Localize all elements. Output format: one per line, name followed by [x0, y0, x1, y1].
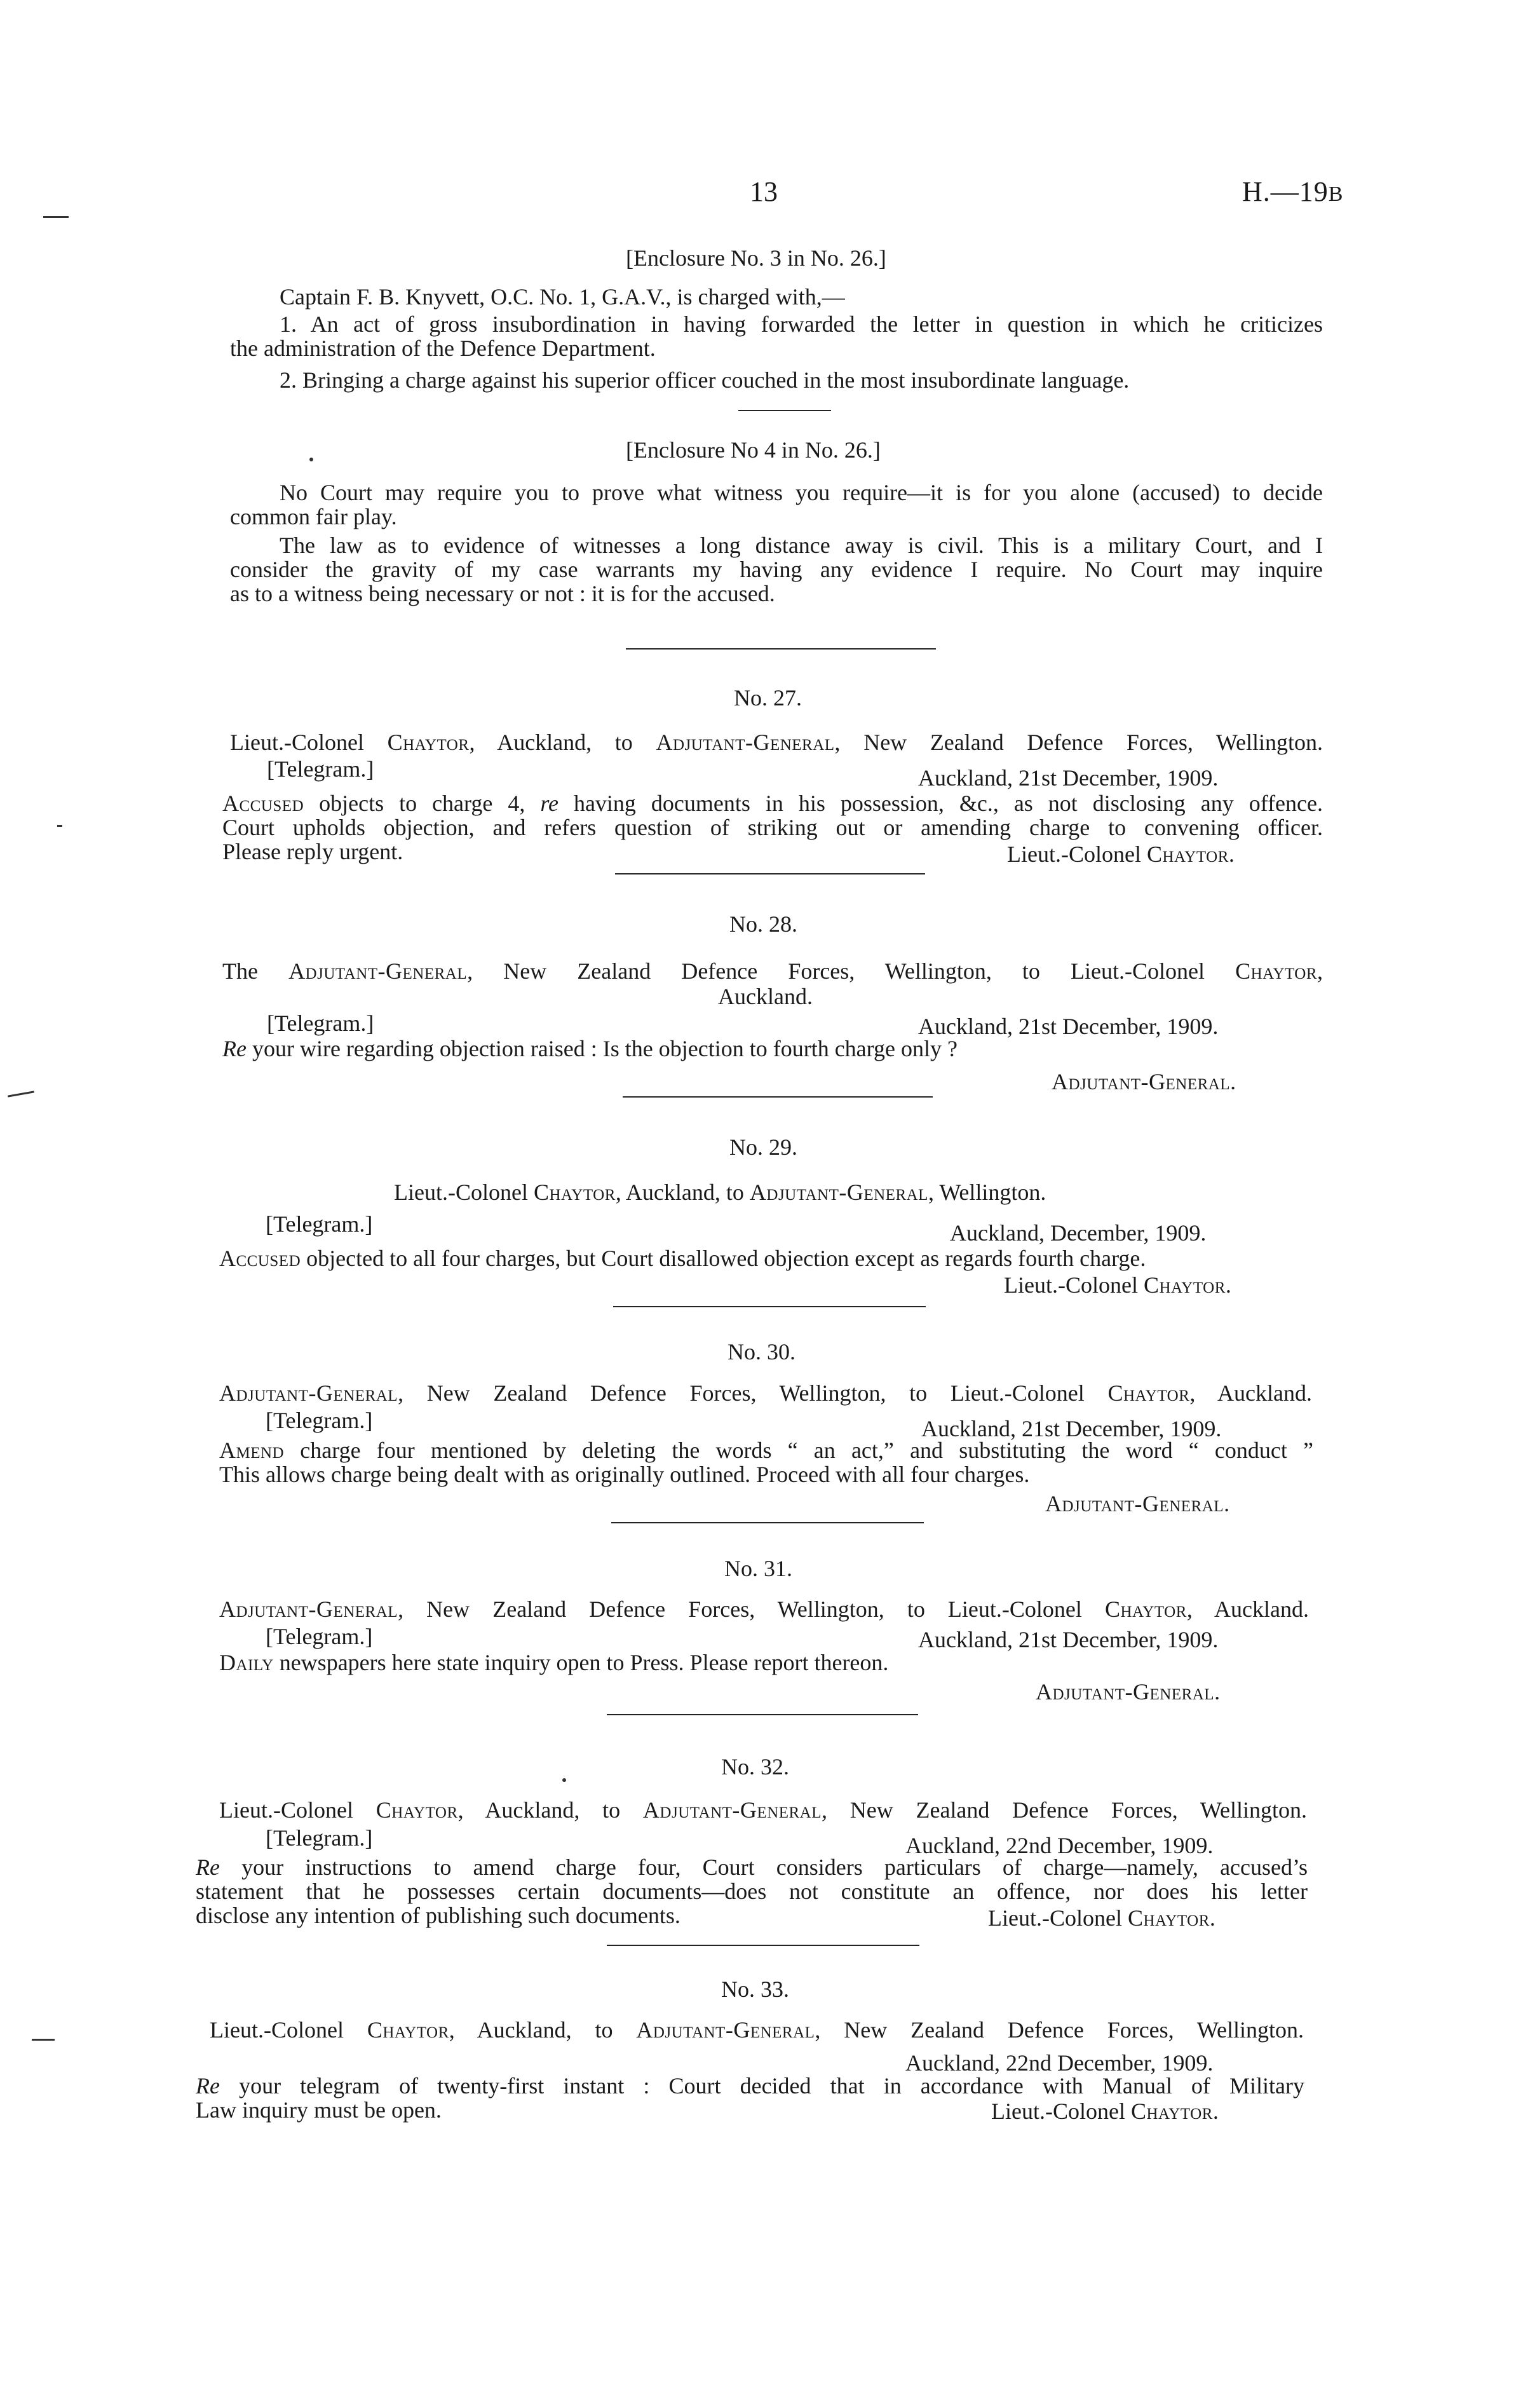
- margin-mark: [57, 825, 62, 827]
- enclosure-4-title: [Enclosure No 4 in No. 26.]: [626, 437, 881, 463]
- doc-ref-suffix: B: [1328, 182, 1343, 206]
- telegram-31-dateline: Auckland, 21st December, 1909.: [918, 1627, 1219, 1652]
- page-number: 13: [750, 176, 778, 207]
- telegram-31-label: [Telegram.]: [266, 1624, 373, 1649]
- doc-ref-main: H.—19: [1242, 176, 1329, 207]
- section-divider: [623, 1096, 933, 1098]
- enclosure-3-item-2: 2. Bringing a charge against his superior officer couched in the most insubordinate language.: [280, 367, 1130, 393]
- telegram-28-address-line2: Auckland.: [718, 984, 813, 1009]
- section-divider: [615, 873, 925, 874]
- enclosure-3-title: [Enclosure No. 3 in No. 26.]: [626, 245, 886, 271]
- enclosure-3-item-1-cont: the administration of the Defence Department.: [230, 336, 656, 361]
- telegram-30-number: No. 30.: [728, 1339, 795, 1364]
- telegram-32-signature: Lieut.-Colonel Chaytor.: [988, 1905, 1216, 1931]
- telegram-28-number: No. 28.: [729, 911, 797, 937]
- enclosure-4-p2-line3: as to a witness being necessary or not : it is for the accused.: [230, 581, 775, 606]
- telegram-27-label: [Telegram.]: [267, 756, 374, 782]
- telegram-30-signature: Adjutant-General.: [1045, 1491, 1230, 1516]
- telegram-32-label: [Telegram.]: [266, 1825, 373, 1851]
- telegram-29-dateline: Auckland, December, 1909.: [950, 1220, 1207, 1246]
- section-divider: [613, 1306, 926, 1307]
- telegram-32-number: No. 32.: [721, 1754, 789, 1779]
- section-divider: [611, 1522, 924, 1523]
- telegram-32-body-line2: statement that he possesses certain documents—does not constitute an offence, nor does his letter: [196, 1879, 1308, 1904]
- enclosure-4-p1-line2: common fair play.: [230, 504, 397, 529]
- telegram-32-address: Lieut.-Colonel Chaytor, Auckland, to Adjutant-General, New Zealand Defence Forces, Wellington.: [219, 1797, 1307, 1823]
- telegram-27-dateline: Auckland, 21st December, 1909.: [918, 765, 1219, 791]
- telegram-33-signature: Lieut.-Colonel Chaytor.: [991, 2098, 1219, 2124]
- telegram-27-body-line2: Court upholds objection, and refers question of striking out or amending charge to convening officer.: [222, 815, 1323, 840]
- telegram-29-signature: Lieut.-Colonel Chaytor.: [1004, 1272, 1232, 1298]
- telegram-31-body: Daily newspapers here state inquiry open to Press. Please report thereon.: [219, 1650, 889, 1675]
- telegram-27-signature: Lieut.-Colonel Chaytor.: [1007, 841, 1235, 867]
- telegram-33-number: No. 33.: [721, 1976, 789, 2002]
- section-divider: [626, 648, 936, 650]
- section-divider: [607, 1945, 919, 1946]
- speck: [309, 458, 313, 461]
- telegram-28-label: [Telegram.]: [267, 1010, 374, 1036]
- enclosure-3-intro: Captain F. B. Knyvett, O.C. No. 1, G.A.V., is charged with,—: [280, 284, 845, 310]
- telegram-33-body-line1: Re your telegram of twenty-first instant : Court decided that in accordance with Manual of Military: [196, 2073, 1304, 2098]
- telegram-30-body-line1: Amend charge four mentioned by deleting the words “ an act,” and substituting the word “ conduct ”: [219, 1438, 1313, 1463]
- margin-mark: [43, 216, 69, 218]
- telegram-32-body-line3: disclose any intention of publishing such documents.: [196, 1903, 680, 1928]
- telegram-30-address: Adjutant-General, New Zealand Defence Forces, Wellington, to Lieut.-Colonel Chaytor, Auckland.: [219, 1380, 1312, 1406]
- telegram-27-body-line3: Please reply urgent.: [222, 839, 403, 864]
- telegram-32-dateline: Auckland, 22nd December, 1909.: [905, 1833, 1214, 1858]
- enclosure-4-p2-line1: The law as to evidence of witnesses a long distance away is civil. This is a military Court, and I: [280, 533, 1323, 558]
- telegram-30-body-line2: This allows charge being dealt with as originally outlined. Proceed with all four charges.: [219, 1462, 1030, 1487]
- telegram-28-dateline: Auckland, 21st December, 1909.: [918, 1014, 1219, 1039]
- telegram-27-number: No. 27.: [734, 685, 802, 711]
- telegram-30-dateline: Auckland, 21st December, 1909.: [921, 1416, 1222, 1441]
- telegram-29-body: Accused objected to all four charges, but Court disallowed objection except as regards fourth charge.: [219, 1246, 1146, 1271]
- enclosure-3-item-1: 1. An act of gross insubordination in having forwarded the letter in question in which he criticizes: [280, 311, 1323, 337]
- enclosure-4-p1-line1: No Court may require you to prove what witness you require—it is for you alone (accused) to decide: [280, 480, 1323, 505]
- telegram-28-address-line1: The Adjutant-General, New Zealand Defence Forces, Wellington, to Lieut.-Colonel Chaytor,: [222, 958, 1323, 984]
- telegram-29-number: No. 29.: [729, 1134, 797, 1160]
- telegram-33-dateline: Auckland, 22nd December, 1909.: [905, 2050, 1214, 2076]
- telegram-29-label: [Telegram.]: [266, 1211, 373, 1237]
- telegram-31-address: Adjutant-General, New Zealand Defence Forces, Wellington, to Lieut.-Colonel Chaytor, Auckland.: [219, 1596, 1309, 1622]
- section-divider: [607, 1714, 918, 1715]
- telegram-30-label: [Telegram.]: [266, 1408, 373, 1433]
- margin-mark: [32, 2039, 55, 2041]
- telegram-33-address: Lieut.-Colonel Chaytor, Auckland, to Adjutant-General, New Zealand Defence Forces, Wellington.: [210, 2017, 1304, 2043]
- telegram-27-address: Lieut.-Colonel Chaytor, Auckland, to Adjutant-General, New Zealand Defence Forces, Wellington.: [230, 730, 1323, 755]
- telegram-28-signature: Adjutant-General.: [1052, 1069, 1236, 1094]
- telegram-29-address: Lieut.-Colonel Chaytor, Auckland, to Adjutant-General, Wellington.: [394, 1180, 1046, 1205]
- document-reference: [1242, 176, 1343, 207]
- speck: [562, 1778, 566, 1782]
- telegram-31-number: No. 31.: [724, 1556, 792, 1581]
- divider: [738, 410, 831, 411]
- margin-mark: [8, 1091, 34, 1097]
- telegram-28-body: Re your wire regarding objection raised : Is the objection to fourth charge only ?: [222, 1036, 958, 1061]
- telegram-32-body-line1: Re your instructions to amend charge four, Court considers particulars of charge—namely, accused’s: [196, 1854, 1308, 1880]
- telegram-33-body-line2: Law inquiry must be open.: [196, 2097, 442, 2123]
- telegram-31-signature: Adjutant-General.: [1036, 1679, 1221, 1704]
- telegram-27-body-line1: Accused objects to charge 4, re having documents in his possession, &c., as not disclosing any offence.: [222, 791, 1323, 816]
- enclosure-4-p2-line2: consider the gravity of my case warrants my having any evidence I require. No Court may inquire: [230, 557, 1323, 582]
